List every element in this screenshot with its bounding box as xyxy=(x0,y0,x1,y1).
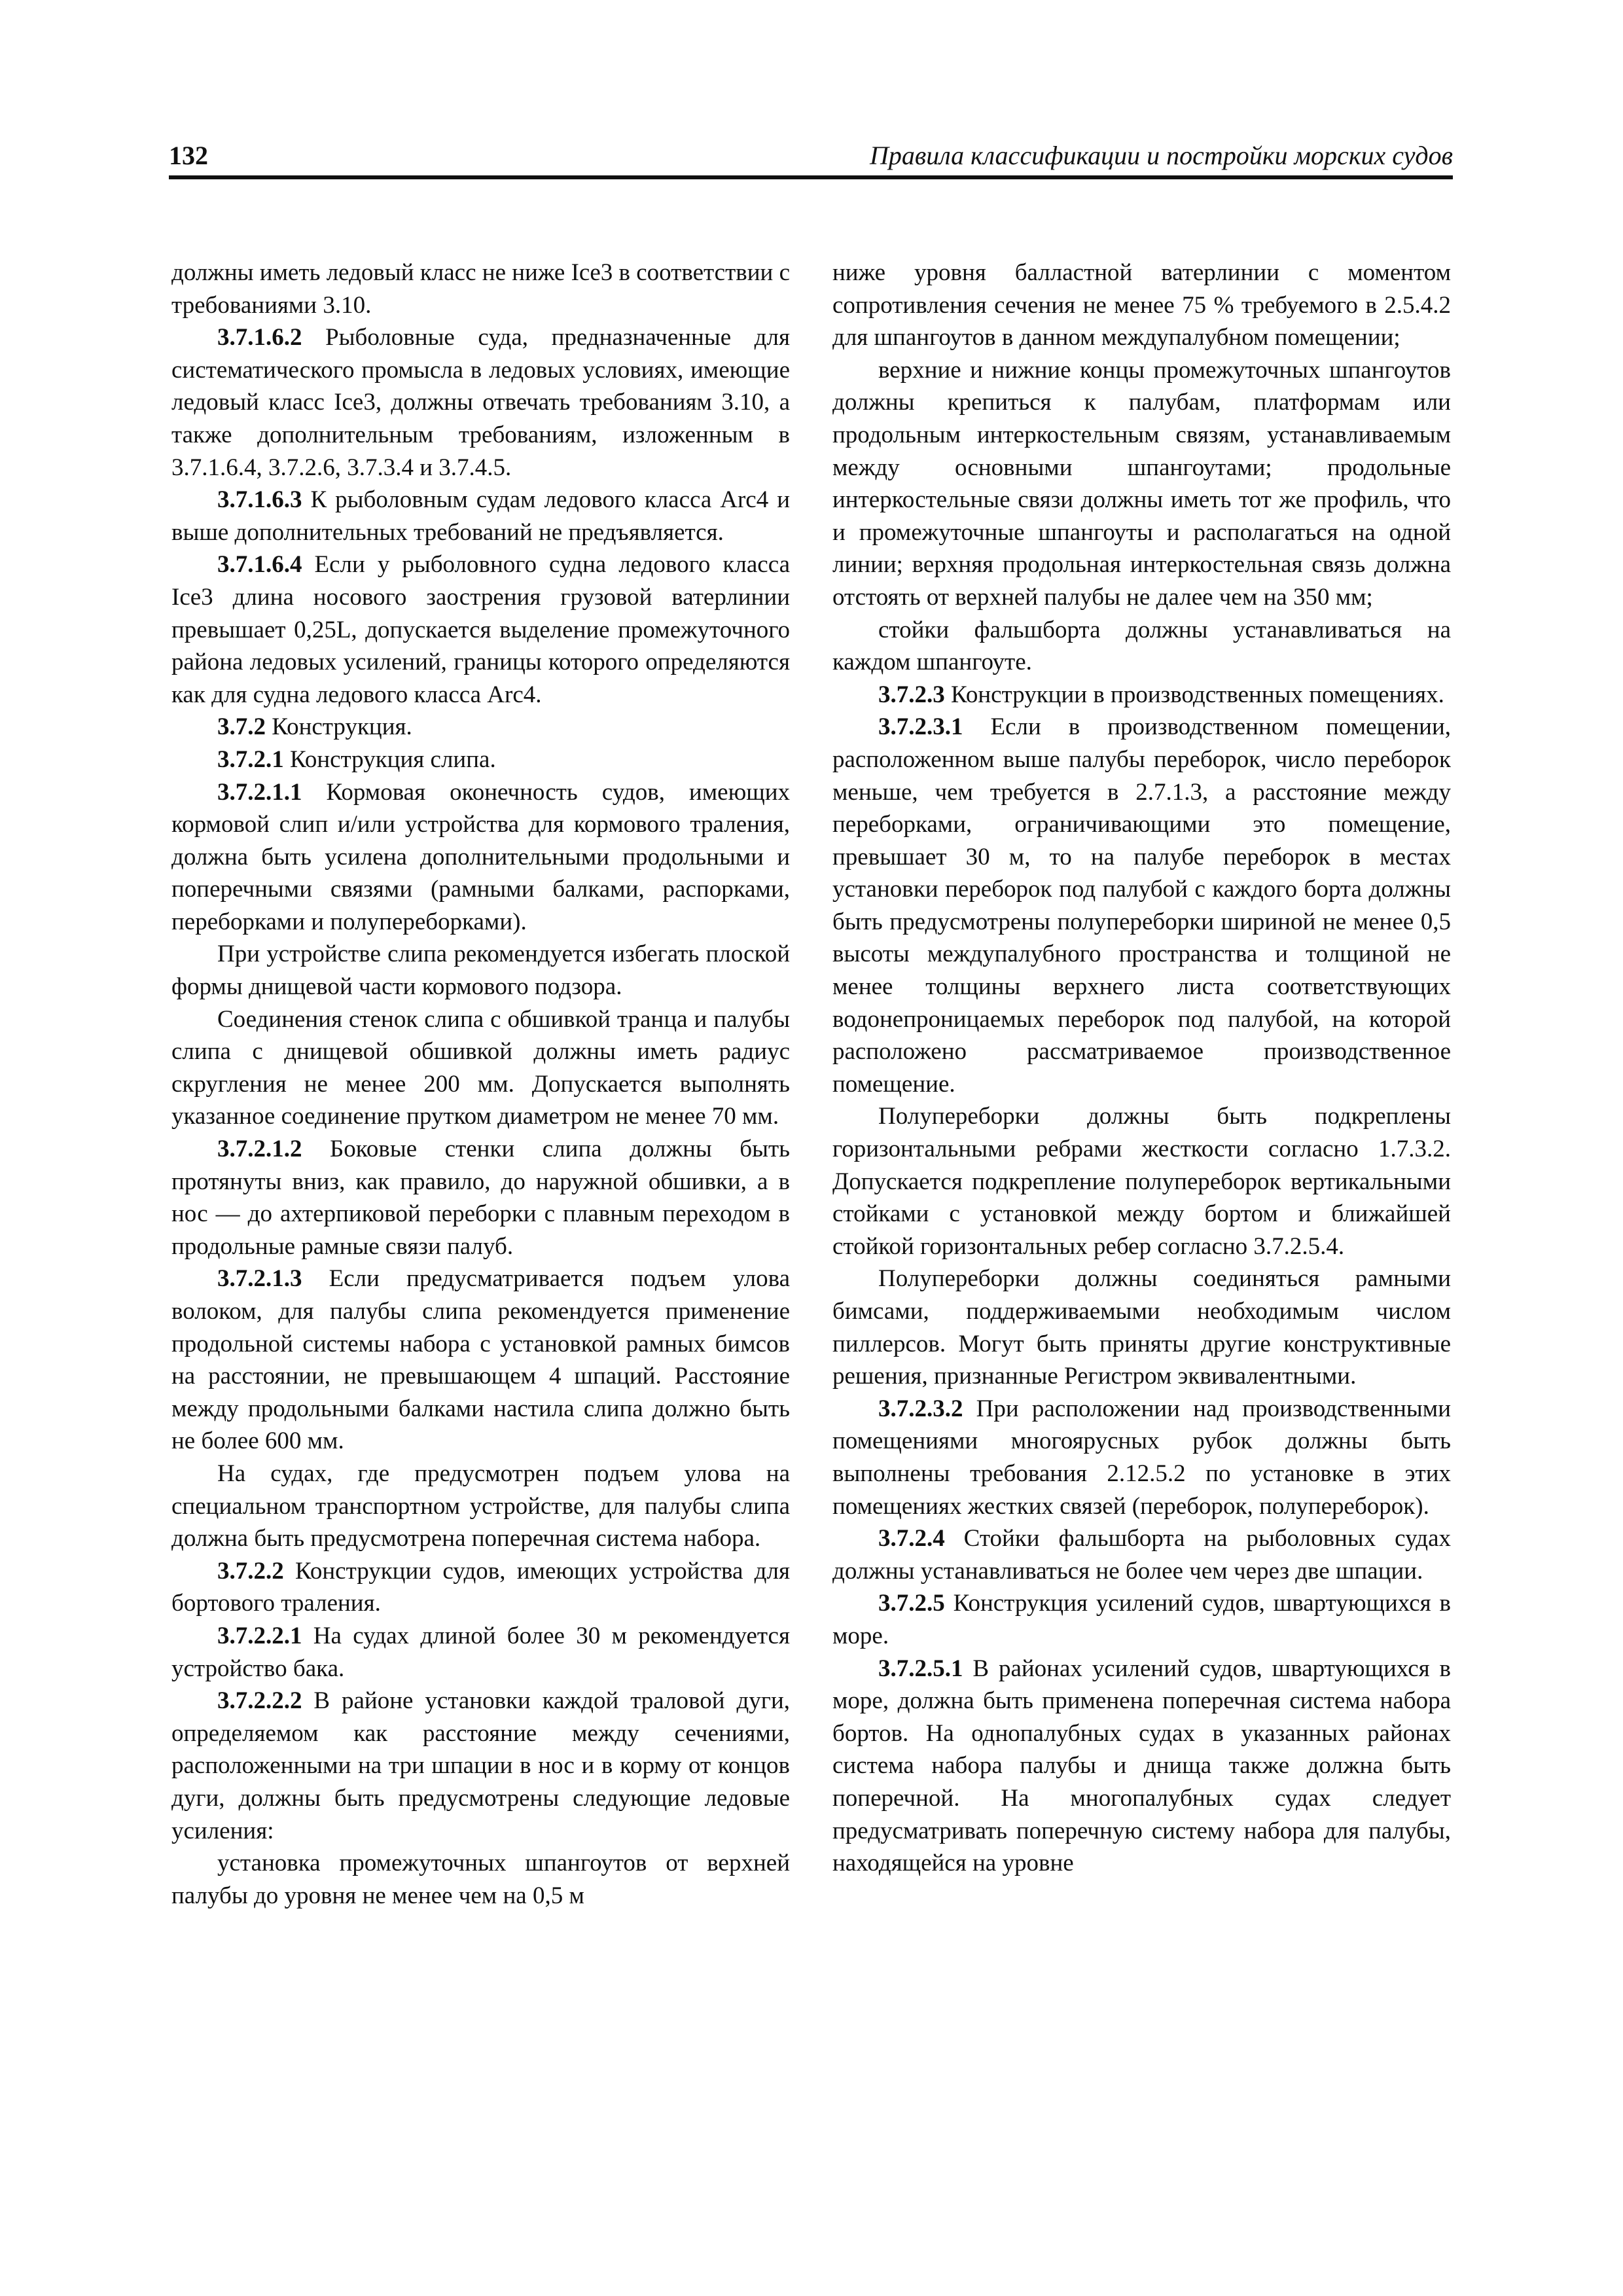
paragraph xyxy=(832,257,1451,354)
paragraph xyxy=(171,1685,790,1847)
paragraph xyxy=(832,614,1451,679)
paragraph-text: На судах, где предусмотрен подъем улова на специальном транспортном устройстве, для палубы слипа должна быть предусмотрена поперечная система набора. xyxy=(171,1460,790,1552)
clause-number: 3.7.1.6.3 xyxy=(217,486,302,514)
paragraph xyxy=(832,1587,1451,1652)
paragraph-text: Полупереборки должны соединяться рамными бимсами, поддерживаемыми необходимым числом пиллерсов. Могут быть приняты другие конструктивные решения, признанные Регистром эквивалентными. xyxy=(832,1265,1451,1390)
paragraph-text: Соединения стенок слипа с обшивкой транца и палубы слипа с днищевой обшивкой должны иметь радиус скругления не менее 200 мм. Допускается выполнять указанное соединение прутком диаметром не менее 70 мм. xyxy=(171,1005,790,1130)
paragraph-text: ниже уровня балластной ватерлинии с моментом сопротивления сечения не менее 75 % требуемого в 2.5.4.2 для шпангоутов в данном междупалубном помещении; xyxy=(832,259,1451,351)
paragraph xyxy=(832,679,1451,711)
clause-number: 3.7.2.2.1 xyxy=(217,1622,302,1649)
paragraph xyxy=(171,257,790,321)
clause-number: 3.7.2.1.1 xyxy=(217,778,302,806)
right-column xyxy=(832,257,1451,1880)
paragraph-text: Кормовая оконечность судов, имеющих кормовой слип и/или устройства для кормового траления, должна быть усилена дополнительными продольными и поперечными связями (рамными балками, распорками, переборками и полупереборками). xyxy=(171,778,791,935)
clause-number: 3.7.2.5.1 xyxy=(878,1655,963,1682)
clause-number: 3.7.2.1 xyxy=(217,745,284,773)
paragraph-text: Конструкция усилений судов, швартующихся в море. xyxy=(832,1590,1451,1649)
paragraph xyxy=(171,938,790,1003)
paragraph-text: При расположении над производственными помещениями многоярусных рубок должны быть выполнены требования 2.12.5.2 по установке в этих помещениях жестких связей (переборок, полупереборок). xyxy=(832,1395,1451,1520)
paragraph-text: Конструкция. xyxy=(272,713,412,741)
paragraph xyxy=(171,1133,790,1263)
paragraph xyxy=(832,1522,1451,1587)
paragraph-text: В районах усилений судов, швартующихся в море, должна быть применена поперечная система набора бортов. На однопалубных судах в указанных районах система набора палубы и днища также должна быть поперечной. На многопалубных судах следует предусматривать поперечную систему набора для палубы, находящейся на уровне xyxy=(832,1655,1451,1877)
paragraph-text: должны иметь ледовый класс не ниже Ice3 в соответствии с требованиями 3.10. xyxy=(171,259,790,319)
paragraph-text: установка промежуточных шпангоутов от верхней палубы до уровня не менее чем на 0,5 м xyxy=(171,1850,790,1909)
paragraph xyxy=(832,354,1451,614)
paragraph-text: Если предусматривается подъем улова волоком, для палубы слипа рекомендуется применение продольной системы набора с установкой рамных бимсов на расстоянии, не превышающем 4 шпаций. Расстояние между продольными балками настила слипа должно быть не более 600 мм. xyxy=(171,1265,791,1455)
left-column xyxy=(171,257,790,1912)
paragraph-text: При устройстве слипа рекомендуется избегать плоской формы днищевой части кормового подзора. xyxy=(171,941,790,1001)
clause-number: 3.7.2.5 xyxy=(878,1590,945,1617)
clause-number: 3.7.2.1.3 xyxy=(217,1265,302,1293)
clause-number: 3.7.2 xyxy=(217,713,266,741)
paragraph xyxy=(171,548,790,711)
paragraph xyxy=(832,1100,1451,1263)
paragraph-text: верхние и нижние концы промежуточных шпангоутов должны крепиться к палубам, платформам или продольным интеркостельным связям, устанавливаемым между основными шпангоутами; продольные интеркостельные связи должны иметь тот же профиль, что и промежуточные шпангоуты и располагаться на одной линии; верхняя продольная интеркостельная связь должна отстоять от верхней палубы не далее чем на 350 мм; xyxy=(832,356,1451,611)
paragraph xyxy=(171,1263,790,1458)
clause-number: 3.7.2.3.2 xyxy=(878,1395,963,1422)
clause-number: 3.7.2.1.2 xyxy=(217,1136,302,1163)
paragraph-text: Стойки фальшборта на рыболовных судах должны устанавливаться не более чем через две шпации. xyxy=(832,1525,1452,1585)
paragraph-text: Рыболовные суда, предназначенные для систематического промысла в ледовых условиях, имеющие ледовый класс Ice3, должны отвечать требованиям 3.10, а также дополнительным требованиям, изложенным в 3.7.1.6.4, 3.7.2.6, 3.7.3.4 и 3.7.4.5. xyxy=(171,324,790,481)
clause-number: 3.7.1.6.4 xyxy=(217,551,302,579)
page-number: 132 xyxy=(169,141,208,170)
paragraph-text: Полупереборки должны быть подкреплены горизонтальными ребрами жесткости согласно 1.7.3.2. Допускается подкрепление полупереборок вертикальными стойками с установкой между бортом и ближайшей стойкой горизонтальных ребер согласно 3.7.2.5.4. xyxy=(832,1103,1451,1260)
paragraph xyxy=(171,744,790,776)
clause-number: 3.7.1.6.2 xyxy=(217,324,302,351)
paragraph-text: Если у рыболовного судна ледового класса Ice3 длина носового заострения грузовой ватерлинии превышает 0,25L, допускается выделение промежуточного района ледовых усилений, границы которого определяются как для судна ледового класса Arc4. xyxy=(171,551,790,708)
paragraph xyxy=(171,321,790,484)
paragraph xyxy=(832,1393,1451,1522)
clause-number: 3.7.2.3 xyxy=(878,681,945,708)
paragraph-text: В районе установки каждой траловой дуги, определяемом как расстояние между сечениями, расположенными на три шпации в нос и в корму от концов дуги, должны быть предусмотрены следующие ледовые усиления: xyxy=(171,1687,790,1844)
paragraph-text: Если в производственном помещении, расположенном выше палубы переборок, число переборок меньше, чем требуется в 2.7.1.3, а расстояние между переборками, ограничивающими это помещение, превышает 30 м, то на палубе переборок в местах установки переборок под палубой с каждого борта должны быть предусмотрены полупереборки шириной не менее 0,5 высоты междупалубного пространства и толщиной не менее толщины верхнего листа соответствующих водонепроницаемых переборок под палубой, на которой расположено рассматриваемое производственное помещение. xyxy=(832,713,1452,1098)
header-rule xyxy=(169,175,1453,179)
paragraph xyxy=(171,1003,790,1133)
clause-number: 3.7.2.4 xyxy=(878,1525,945,1552)
paragraph xyxy=(171,1847,790,1912)
paragraph xyxy=(171,711,790,744)
paragraph-text: К рыболовным судам ледового класса Arc4 и выше дополнительных требований не предъявляется. xyxy=(171,486,791,546)
paragraph xyxy=(171,1458,790,1555)
paragraph xyxy=(832,711,1451,1100)
paragraph xyxy=(171,1555,790,1620)
paragraph xyxy=(171,776,790,939)
paragraph xyxy=(832,1263,1451,1392)
clause-number: 3.7.2.3.1 xyxy=(878,713,963,741)
clause-number: 3.7.2.2.2 xyxy=(217,1687,302,1715)
paragraph-text: На судах длиной более 30 м рекомендуется устройство бака. xyxy=(171,1622,790,1682)
paragraph xyxy=(171,1620,790,1685)
paragraph-text: стойки фальшборта должны устанавливаться на каждом шпангоуте. xyxy=(832,616,1451,676)
paragraph-text: Боковые стенки слипа должны быть протянуты вниз, как правило, до наружной обшивки, а в нос — до ахтерпиковой переборки с плавным переходом в продольные рамные связи палуб. xyxy=(171,1136,790,1260)
paragraph-text: Конструкции в производственных помещениях. xyxy=(951,681,1444,708)
running-title: Правила классификации и постройки морских судов xyxy=(869,141,1453,170)
paragraph xyxy=(832,1653,1451,1880)
paragraph-text: Конструкции судов, имеющих устройства для бортового траления. xyxy=(171,1557,790,1617)
paragraph-text: Конструкция слипа. xyxy=(290,745,496,773)
clause-number: 3.7.2.2 xyxy=(217,1557,284,1585)
paragraph xyxy=(171,484,790,548)
